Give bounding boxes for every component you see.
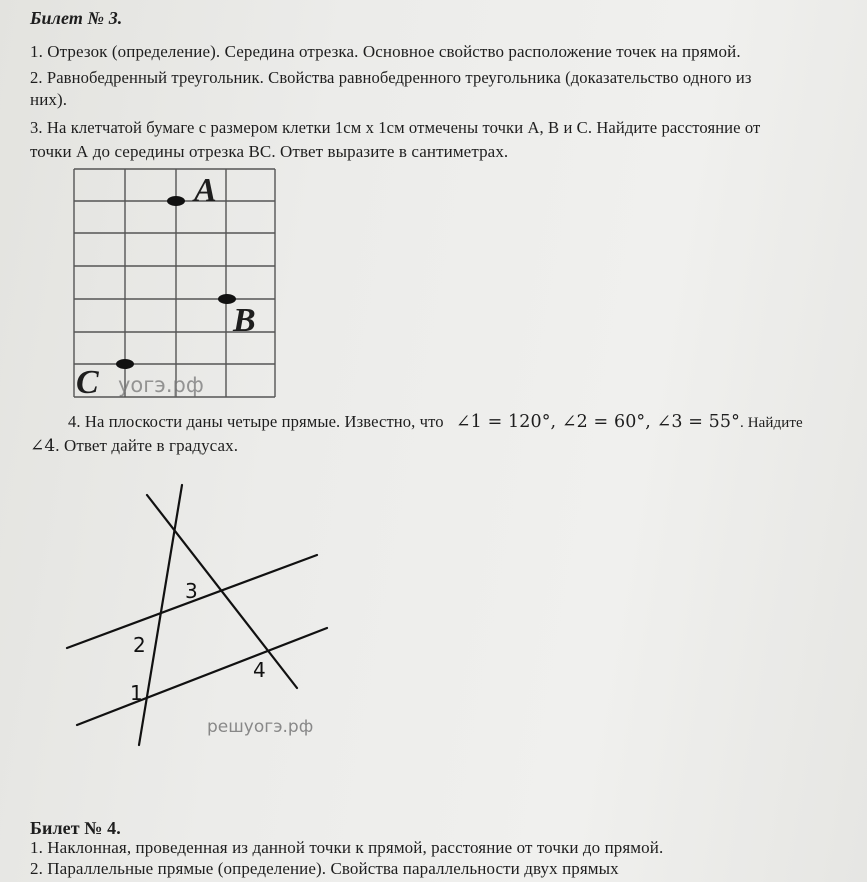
question-4-angles: ∠1 = 120°, ∠2 = 60°, ∠3 = 55° xyxy=(455,412,741,432)
question-4-intro: 4. На плоскости даны четыре прямые. Известно, что xyxy=(68,412,444,431)
angle-label-4: 4 xyxy=(253,658,266,682)
lower-parallel-line xyxy=(77,628,327,725)
question-4-answer-note: . Ответ дайте в градусах. xyxy=(55,436,239,455)
ticket-3-question-2-line-2: них). xyxy=(30,90,68,109)
ticket-3-question-4-line-2 xyxy=(30,436,238,456)
point-a xyxy=(167,196,185,206)
question-4-find: . Найдите xyxy=(740,415,803,431)
ticket-3-question-4-line-1 xyxy=(68,412,803,433)
ticket-3-title: Билет № 3. xyxy=(30,8,123,28)
point-a-label: A xyxy=(194,172,217,209)
steep-transversal xyxy=(139,485,182,745)
point-c-label: C xyxy=(76,364,99,401)
ticket-3-question-3-line-1: 3. На клетчатой бумаге с размером клетки 1см х 1см отмечены точки А, В и С. Найдите расстояние от xyxy=(30,118,761,137)
lines-figure xyxy=(55,470,345,760)
ticket-4-question-1: 1. Наклонная, проведенная из данной точки к прямой, расстояние от точки до прямой. xyxy=(30,838,664,857)
point-c xyxy=(116,359,134,369)
ticket-4-title: Билет № 4. xyxy=(30,818,121,838)
grid-watermark: уогэ.рф xyxy=(118,373,204,397)
ticket-4-question-2: 2. Параллельные прямые (определение). Свойства параллельности двух прямых xyxy=(30,859,619,878)
point-b-label: B xyxy=(233,302,256,339)
ticket-3-question-1: 1. Отрезок (определение). Середина отрезка. Основное свойство расположение точек на прямой. xyxy=(30,42,741,61)
lines-watermark: решуогэ.рф xyxy=(207,717,314,737)
angle-label-2: 2 xyxy=(133,633,146,657)
question-4-angle-4: ∠4 xyxy=(30,436,56,456)
angle-label-1: 1 xyxy=(130,681,143,705)
diagonal-transversal xyxy=(147,495,297,688)
grid-figure xyxy=(70,165,282,403)
ticket-3-question-2-line-1: 2. Равнобедренный треугольник. Свойства равнобедренного треугольника (доказательство одного из xyxy=(30,68,752,87)
angle-label-3: 3 xyxy=(185,579,198,603)
ticket-3-question-3-line-2: точки А до середины отрезка ВС. Ответ выразите в сантиметрах. xyxy=(30,142,509,161)
